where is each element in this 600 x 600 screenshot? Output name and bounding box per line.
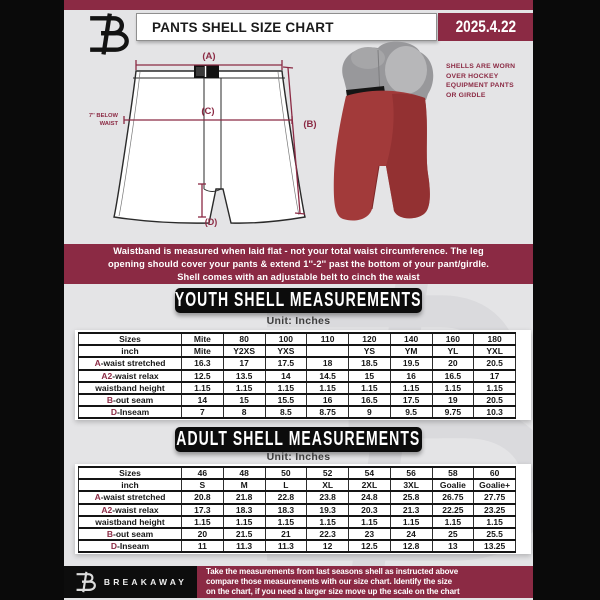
table-cell: 1.15 [223,516,265,528]
table-cell: 1.15 [432,382,474,394]
table-cell: 25.5 [474,528,516,540]
table-row [79,406,516,418]
footer-logo-icon [74,571,98,593]
table-cell: 21 [265,528,307,540]
pants-diagram [64,43,324,243]
table-cell: 1.15 [182,516,224,528]
row-label: A-waist stretched [79,357,182,369]
table-row [79,394,516,406]
table-cell: 13 [432,540,474,552]
top-accent-strip [64,0,533,10]
table-cell: 17.5 [390,394,432,406]
table-cell: M [223,479,265,491]
table-cell: 3XL [390,479,432,491]
table-cell: 110 [307,333,349,345]
table-cell: 80 [223,333,265,345]
table-cell: 9 [349,406,391,418]
table-cell [307,345,349,357]
table-cell: Y2XS [223,345,265,357]
table-cell: 12.5 [349,540,391,552]
table-cell: 12 [307,540,349,552]
info-banner-line: Waistband is measured when laid flat - not your total waist circumference. The leg [113,245,484,256]
table-row [79,540,516,552]
table-cell: 48 [223,467,265,479]
table-cell: 19.3 [307,504,349,516]
table-cell: 24.8 [349,491,391,503]
table-cell: 60 [474,467,516,479]
measure-label-d: (D) [204,217,218,227]
page-title: PANTS SHELL SIZE CHART [136,13,437,41]
pants-outline [114,71,305,223]
table-cell: 9.5 [390,406,432,418]
info-banner [64,244,533,284]
adult-measurements-table [78,466,516,553]
table-cell: Mite [182,333,224,345]
table-cell: YXL [474,345,516,357]
table-cell: 54 [349,467,391,479]
table-cell: 1.15 [265,382,307,394]
table-cell: 16.5 [432,370,474,382]
table-cell: 21.3 [390,504,432,516]
table-cell: 17.5 [265,357,307,369]
table-cell: 20.5 [474,357,516,369]
row-label: waistband height [79,382,182,394]
table-cell: 22.3 [307,528,349,540]
row-label: B-out seam [79,394,182,406]
table-cell: 22.8 [265,491,307,503]
table-cell: Goalie+ [474,479,516,491]
table-cell: 180 [474,333,516,345]
row-label: Sizes [79,467,182,479]
date-text: 2025.4.22 [455,17,516,36]
table-cell: Goalie [432,479,474,491]
table-cell: 56 [390,467,432,479]
table-cell: 27.75 [474,491,516,503]
table-cell: 20 [432,357,474,369]
date-badge [438,13,533,41]
adult-section-title [175,427,422,452]
table-cell: 160 [432,333,474,345]
table-cell: 1.15 [307,382,349,394]
table-cell: 23 [349,528,391,540]
table-cell: 16.3 [182,357,224,369]
table-cell: 1.15 [349,516,391,528]
table-cell: 8.75 [307,406,349,418]
footer-note-line: Take the measurements from last seasons shell as instructed above [206,566,459,576]
table-cell: 22.25 [432,504,474,516]
footer-brand-block [64,566,197,598]
table-cell: 100 [265,333,307,345]
table-cell: 1.15 [474,382,516,394]
youth-measurements-table [78,332,516,419]
table-cell: 20 [182,528,224,540]
table-cell: 14 [182,394,224,406]
table-cell: 15.5 [265,394,307,406]
table-cell: 1.15 [390,382,432,394]
photo-note-line: OR GIRDLE [446,91,486,99]
measure-label-b: (B) [303,119,317,130]
table-cell: 10.3 [474,406,516,418]
adult-title-text: ADULT SHELL MEASUREMENTS [176,428,421,450]
table-cell: XL [307,479,349,491]
table-cell: 1.15 [223,382,265,394]
row-label: A-waist stretched [79,491,182,503]
photo-note [446,62,533,100]
table-cell: 24 [390,528,432,540]
table-cell: 25.8 [390,491,432,503]
row-label: D-Inseam [79,406,182,418]
photo-note-line: EQUIPMENT PANTS [446,82,514,90]
footer-note-line: on the chart, if you need a larger size move up the scale on the chart [206,587,460,597]
table-cell: Mite [182,345,224,357]
table-cell: 8 [223,406,265,418]
table-row [79,479,516,491]
info-banner-line: opening should cover your pants & extend 1''-2'' past the bottom of your pant/girdle. [108,258,489,269]
table-cell: 52 [307,467,349,479]
shell-photo [326,38,456,238]
table-cell: 1.15 [307,516,349,528]
table-cell: 12.5 [182,370,224,382]
table-cell: 1.15 [432,516,474,528]
table-cell: 1.15 [265,516,307,528]
measure-label-a: (A) [202,51,216,62]
table-cell: YXS [265,345,307,357]
table-cell: 2XL [349,479,391,491]
table-row [79,516,516,528]
table-cell: 18.5 [349,357,391,369]
table-cell: 16 [307,394,349,406]
table-cell: 26.75 [432,491,474,503]
table-cell: 21.5 [223,528,265,540]
waist-note-line2: WAIST [99,121,118,127]
waist-note-line1: 7'' BELOW [88,113,118,119]
table-cell: 140 [390,333,432,345]
table-row [79,504,516,516]
table-cell: 1.15 [390,516,432,528]
table-cell: 17.3 [182,504,224,516]
table-row [79,491,516,503]
footer-brand-name: BREAKAWAY [103,577,188,587]
table-cell: 14.5 [307,370,349,382]
adult-unit-label: Unit: Inches [266,451,331,463]
table-cell: YS [349,345,391,357]
table-row [79,333,516,345]
table-cell: 20.8 [182,491,224,503]
table-cell: 17 [474,370,516,382]
table-cell: 18.3 [223,504,265,516]
table-cell: 11.3 [265,540,307,552]
table-cell: 14 [265,370,307,382]
table-cell: 11.3 [223,540,265,552]
youth-unit-label: Unit: Inches [266,315,331,327]
table-cell: 58 [432,467,474,479]
row-label: D-Inseam [79,540,182,552]
row-label: Sizes [79,333,182,345]
table-cell: 16 [390,370,432,382]
row-label: inch [79,345,182,357]
table-cell: 7 [182,406,224,418]
table-cell: YM [390,345,432,357]
table-row [79,467,516,479]
table-cell: 12.8 [390,540,432,552]
info-banner-line: Shell comes with an adjustable belt to cinch the waist [177,271,420,282]
table-cell: 19.5 [390,357,432,369]
youth-table-panel [75,330,531,420]
table-cell: 15 [223,394,265,406]
row-label: waistband height [79,516,182,528]
table-cell: 8.5 [265,406,307,418]
row-label: A2-waist relax [79,370,182,382]
flyer [64,0,533,600]
table-cell: L [265,479,307,491]
table-cell: 11 [182,540,224,552]
table-row [79,528,516,540]
table-cell: 15 [349,370,391,382]
row-label: inch [79,479,182,491]
row-label: A2-waist relax [79,504,182,516]
table-cell: 1.15 [182,382,224,394]
table-cell: 20.5 [474,394,516,406]
table-cell: 20.3 [349,504,391,516]
footer-note-line: compare those measurements with our size chart. Identify the size [206,576,453,586]
table-row [79,345,516,357]
table-cell: 18 [307,357,349,369]
table-cell: 23.8 [307,491,349,503]
table-cell: 18.3 [265,504,307,516]
table-cell: 21.8 [223,491,265,503]
photo-note-line: OVER HOCKEY [446,72,499,80]
table-cell: 50 [265,467,307,479]
footer-note [197,566,533,598]
table-cell: 46 [182,467,224,479]
table-cell: 1.15 [474,516,516,528]
youth-title-text: YOUTH SHELL MEASUREMENTS [175,289,422,311]
measure-label-c: (C) [201,106,215,117]
table-cell: 13.25 [474,540,516,552]
table-cell: 16.5 [349,394,391,406]
table-row [79,370,516,382]
table-cell: 25 [432,528,474,540]
table-cell: 17 [223,357,265,369]
table-cell: 13.5 [223,370,265,382]
photo-note-line: SHELLS ARE WORN [446,63,516,70]
row-label: B-out seam [79,528,182,540]
table-row [79,382,516,394]
table-cell: 1.15 [349,382,391,394]
table-cell: S [182,479,224,491]
table-cell: 19 [432,394,474,406]
youth-section-title [175,288,422,313]
adult-table-panel [75,464,531,554]
table-row [79,357,516,369]
table-cell: YL [432,345,474,357]
table-cell: 120 [349,333,391,345]
table-cell: 9.75 [432,406,474,418]
table-cell: 23.25 [474,504,516,516]
